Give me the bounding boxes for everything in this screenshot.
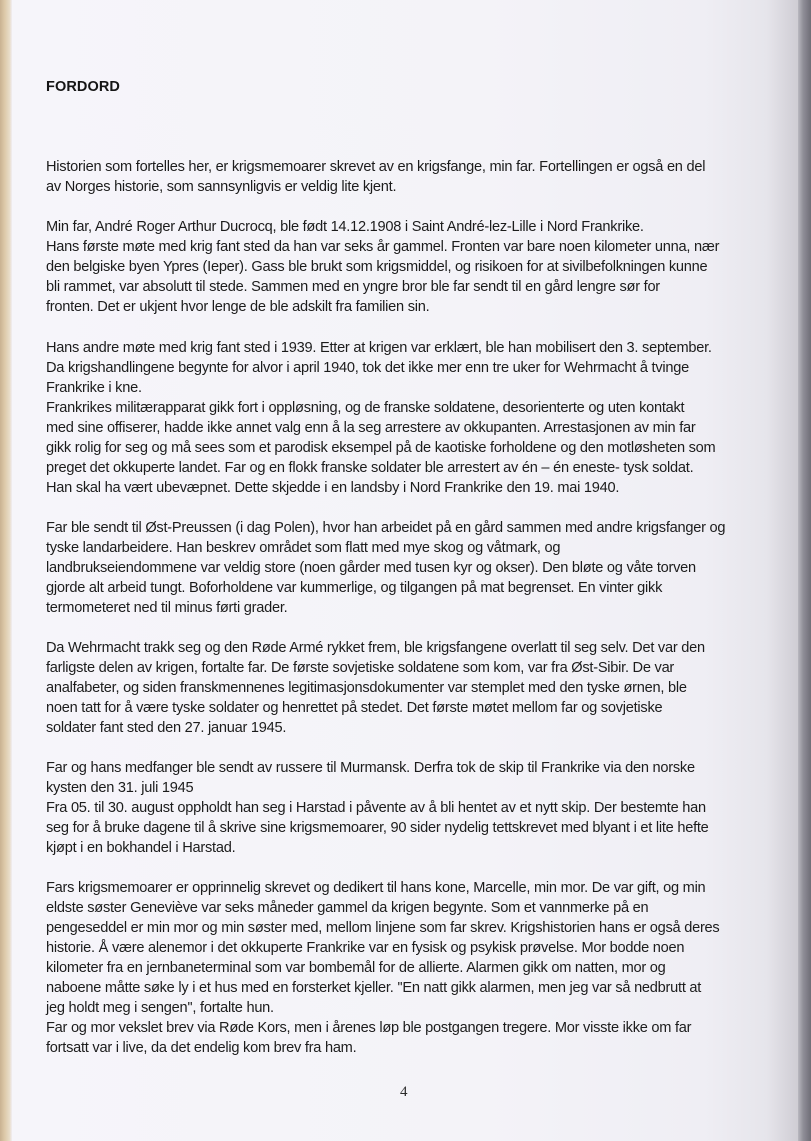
text-line: Far ble sendt til Øst-Preussen (i dag Polen), hvor han arbeidet på en gård sammen med andre krigsfanger og — [46, 520, 726, 536]
text-line: Frankrike i kne. — [46, 380, 142, 396]
text-line: Han skal ha vært ubevæpnet. Dette skjedde i en landsby i Nord Frankrike den 19. mai 1940. — [46, 480, 620, 496]
text-line: farligste delen av krigen, fortalte far. De første sovjetiske soldatene som kom, var fra Øst-Sibir. De var — [46, 660, 675, 676]
text-line: Historien som fortelles her, er krigsmemoarer skrevet av en krigsfange, min far. Fortellingen er også en del — [46, 159, 706, 175]
text-line: Min far, André Roger Arthur Ducrocq, ble født 14.12.1908 i Saint André-lez-Lille i Nord Frankrike. — [46, 219, 644, 235]
text-line: landbrukseiendommene var veldig store (noen gårder med tusen kyr og okser). Den bløte og våte torven — [46, 560, 696, 576]
book-edge — [0, 0, 12, 1141]
text-line: termometeret ned til minus førti grader. — [46, 600, 288, 616]
text-line: bli rammet, var absolutt til stede. Sammen med en yngre bror ble far sendt til en gård lengre sør for — [46, 279, 660, 295]
text-line: jeg holdt meg i sengen'', fortalte hun. — [46, 1000, 274, 1016]
text-line: Frankrikes militærapparat gikk fort i oppløsning, og de franske soldatene, desorienterte og uten kontakt — [46, 400, 685, 416]
text-line: preget det okkuperte landet. Far og en flokk franske soldater ble arrestert av én – én eneste- tysk soldat. — [46, 460, 694, 476]
text-line: kilometer fra en jernbaneterminal som var bombemål for de allierte. Alarmen gikk om natten, mor og — [46, 960, 666, 976]
text-line: kjøpt i en bokhandel i Harstad. — [46, 840, 236, 856]
text-line: historie. Å være alenemor i det okkuperte Frankrike var en fysisk og psykisk prøvelse. Mor bodde noen — [46, 940, 685, 956]
text-line: Hans første møte med krig fant sted da han var seks år gammel. Fronten var bare noen kilometer unna, nær — [46, 239, 720, 255]
text-line: seg for å bruke dagene til å skrive sine krigsmemoarer, 90 sider nydelig tettskrevet med blyant i et lite hefte — [46, 820, 709, 836]
text-line: fortsatt var i live, da det endelig kom brev fra ham. — [46, 1040, 357, 1056]
text-line: analfabeter, og siden franskmennenes legitimasjonsdokumenter var stemplet med den tyske ørnen, ble — [46, 680, 687, 696]
page-gutter-shadow — [798, 0, 811, 1141]
text-line: naboene måtte søke ly i et hus med en forsterket kjeller. ''En natt gikk alarmen, men jeg var så nedbrutt at — [46, 980, 702, 996]
text-line: tyske landarbeidere. Han beskrev området som flatt med mye skog og våtmark, og — [46, 540, 561, 556]
text-line: Hans andre møte med krig fant sted i 1939. Etter at krigen var erklært, ble han mobilisert den 3. september. — [46, 340, 712, 356]
text-line: fronten. Det er ukjent hvor lenge de ble adskilt fra familien sin. — [46, 299, 430, 315]
text-line: Da Wehrmacht trakk seg og den Røde Armé rykket frem, ble krigsfangene overlatt til seg selv. Det var den — [46, 640, 705, 656]
text-line: gjorde alt arbeid tungt. Boforholdene var kummerlige, og tilgangen på mat begrenset. En vinter gikk — [46, 580, 663, 596]
text-line: Far og hans medfanger ble sendt av russere til Murmansk. Derfra tok de skip til Frankrike via den norske — [46, 760, 695, 776]
page-heading: FORDORD — [46, 79, 120, 95]
page-number: 4 — [400, 1084, 408, 1100]
text-line: av Norges historie, som sannsynligvis er veldig lite kjent. — [46, 179, 397, 195]
text-line: kysten den 31. juli 1945 — [46, 780, 194, 796]
text-line: Fra 05. til 30. august oppholdt han seg i Harstad i påvente av å bli hentet av et nytt skip. Der bestemte han — [46, 800, 706, 816]
text-line: soldater fant sted den 27. januar 1945. — [46, 720, 287, 736]
text-line: med sine offiserer, hadde ikke annet valg enn å la seg arrestere av okkupanten. Arrestasjonen av min far — [46, 420, 696, 436]
text-line: Far og mor vekslet brev via Røde Kors, men i årenes løp ble postgangen tregere. Mor visste ikke om far — [46, 1020, 692, 1036]
text-line: noen tatt for å være tyske soldater og henrettet på stedet. Det første møtet mellom far og sovjetiske — [46, 700, 663, 716]
text-line: Fars krigsmemoarer er opprinnelig skrevet og dedikert til hans kone, Marcelle, min mor. De var gift, og min — [46, 880, 706, 896]
text-line: den belgiske byen Ypres (Ieper). Gass ble brukt som krigsmiddel, og risikoen for at sivilbefolkningen kunne — [46, 259, 708, 275]
text-line: pengeseddel er min mor og min søster med, mellom linjene som far skrev. Krigshistorien hans er også deres — [46, 920, 720, 936]
text-line: gikk rolig for seg og må sees som et parodisk eksempel på de kaotiske forholdene og den motløsheten som — [46, 440, 716, 456]
text-line: Da krigshandlingene begynte for alvor i april 1940, tok det ikke mer enn tre uker for Wehrmacht å tvinge — [46, 360, 689, 376]
text-line: eldste søster Geneviève var seks måneder gammel da krigen begynte. Som et vannmerke på en — [46, 900, 649, 916]
